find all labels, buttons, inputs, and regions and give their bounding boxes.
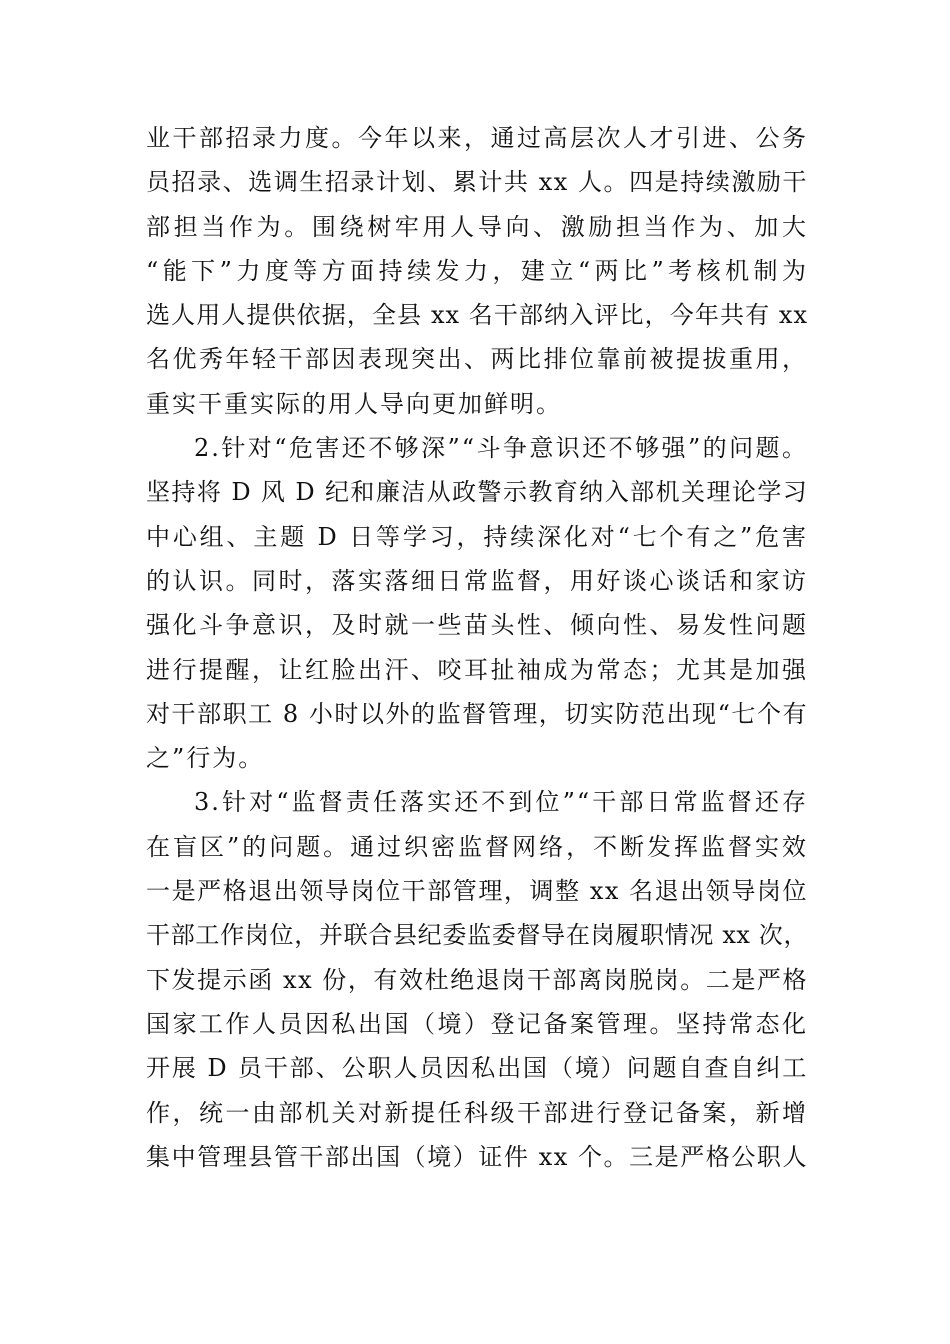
text-line: 强化斗争意识，及时就一些苗头性、倾向性、易发性问题 <box>146 611 808 640</box>
text-line: 作，统一由部机关对新提任科级干部进行登记备案，新增 <box>146 1098 808 1127</box>
text-line: 一是严格退出领导岗位干部管理，调整 xx 名退出领导岗位 <box>146 877 808 906</box>
body-text <box>146 116 808 1179</box>
text-line: 集中管理县管干部出国（境）证件 xx 个。三是严格公职人 <box>146 1142 808 1171</box>
text-line: 在盲区”的问题。通过织密监督网络，不断发挥监督实效 <box>146 832 808 861</box>
paragraph-heading-2: 2.针对“危害还不够深”“斗争意识还不够强”的问题。 <box>194 434 808 463</box>
text-line: 重实干重实际的用人导向更加鲜明。 <box>146 389 562 418</box>
text-line: 中心组、主题 D 日等学习，持续深化对“七个有之”危害 <box>146 522 808 551</box>
paragraph-heading-3: 3.针对“监督责任落实还不到位”“干部日常监督还存 <box>194 788 808 817</box>
text-line: 下发提示函 xx 份，有效杜绝退岗干部离岗脱岗。二是严格 <box>146 965 808 994</box>
text-line: 的认识。同时，落实落细日常监督，用好谈心谈话和家访 <box>146 566 808 595</box>
text-line: 国家工作人员因私出国（境）登记备案管理。坚持常态化 <box>146 1009 808 1038</box>
text-line: 开展 D 员干部、公职人员因私出国（境）问题自查自纠工 <box>146 1054 808 1083</box>
text-line: 坚持将 D 风 D 纪和廉洁从政警示教育纳入部机关理论学习 <box>146 478 808 507</box>
text-line: 选人用人提供依据，全县 xx 名干部纳入评比，今年共有 xx <box>146 301 808 330</box>
text-line: 进行提醒，让红脸出汗、咬耳扯袖成为常态；尤其是加强 <box>146 655 808 684</box>
text-line: 员招录、选调生招录计划、累计共 xx 人。四是持续激励干 <box>146 168 808 197</box>
text-line: 部担当作为。围绕树牢用人导向、激励担当作为、加大 <box>146 212 808 241</box>
text-line: 业干部招录力度。今年以来，通过高层次人才引进、公务 <box>146 124 808 152</box>
text-line: 之”行为。 <box>146 744 265 773</box>
text-line: “能下”力度等方面持续发力，建立“两比”考核机制为 <box>146 256 808 285</box>
text-line: 干部工作岗位，并联合县纪委监委督导在岗履职情况 xx 次， <box>146 921 808 950</box>
text-line: 对干部职工 8 小时以外的监督管理，切实防范出现“七个有 <box>146 699 808 728</box>
text-line: 名优秀年轻干部因表现突出、两比排位靠前被提拔重用， <box>146 345 808 374</box>
